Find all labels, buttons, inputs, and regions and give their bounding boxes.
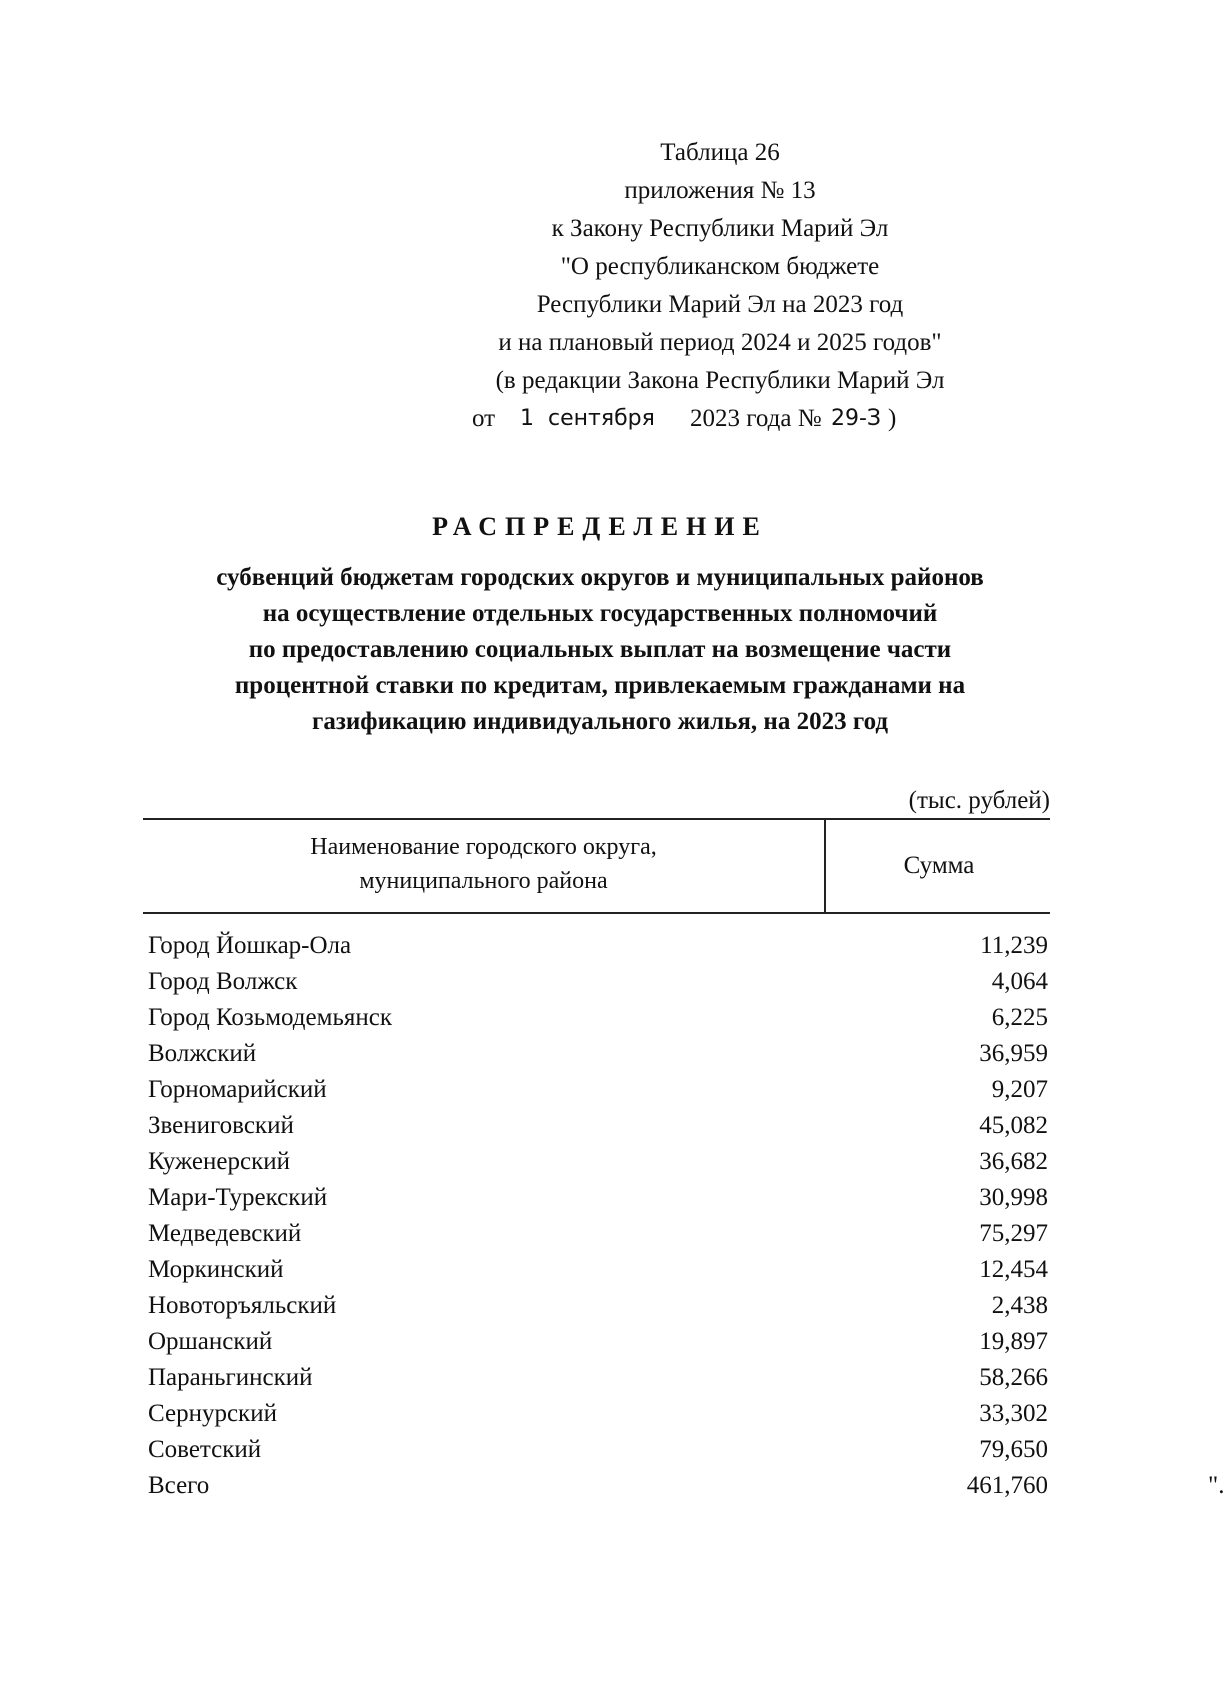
header-line: и на плановый период 2024 и 2025 годов" bbox=[498, 329, 942, 356]
decree-line bbox=[440, 400, 1000, 438]
subtitle-line: по предоставлению социальных выплат на возмещение части bbox=[248, 636, 952, 663]
row-name: Город Волжск bbox=[148, 968, 298, 995]
decree-prefix: от bbox=[472, 405, 496, 432]
decree-close: ) bbox=[888, 405, 897, 432]
header-line: к Закону Республики Марий Эл bbox=[551, 215, 889, 242]
row-name: Горномарийский bbox=[148, 1076, 327, 1103]
row-name: Медведевский bbox=[148, 1220, 302, 1247]
row-name: Город Йошкар-Ола bbox=[148, 932, 352, 959]
row-value: 4,064 bbox=[991, 968, 1048, 995]
row-name: Моркинский bbox=[148, 1256, 284, 1283]
subtitle-line: газификацию индивидуального жилья, на 2023 год bbox=[312, 708, 888, 735]
row-name: Оршанский bbox=[148, 1328, 273, 1355]
decree-day: 1 bbox=[520, 406, 534, 431]
table-row bbox=[148, 928, 1050, 964]
row-value: 2,438 bbox=[991, 1292, 1048, 1319]
document-title: РАСПРЕДЕЛЕНИЕ bbox=[432, 512, 768, 541]
table-row bbox=[148, 1036, 1050, 1072]
header-line: "О республиканском бюджете bbox=[560, 253, 880, 280]
column-header-name bbox=[143, 820, 826, 912]
header-line: Таблица 26 bbox=[660, 139, 780, 166]
decree-number: 29-З bbox=[831, 406, 882, 431]
total-label: Всего bbox=[148, 1472, 210, 1499]
decree-month: сентября bbox=[548, 406, 655, 431]
table-row bbox=[148, 1360, 1050, 1396]
row-name: Звениговский bbox=[148, 1112, 294, 1139]
subtitle-line: субвенций бюджетам городских округов и муниципальных районов bbox=[216, 564, 984, 591]
table-body bbox=[148, 928, 1224, 1504]
column-header-name-line: муниципального района bbox=[359, 868, 608, 894]
document-subtitle bbox=[140, 560, 1060, 740]
closing-quote: ". bbox=[1208, 1472, 1224, 1499]
row-name: Город Козьмодемьянск bbox=[148, 1004, 392, 1031]
table-row bbox=[148, 1072, 1050, 1108]
row-name: Новоторъяльский bbox=[148, 1292, 337, 1319]
table-row bbox=[148, 1216, 1050, 1252]
table-row bbox=[148, 1000, 1050, 1036]
row-name: Волжский bbox=[148, 1040, 257, 1067]
row-name: Советский bbox=[148, 1436, 262, 1463]
row-value: 45,082 bbox=[979, 1112, 1048, 1139]
subtitle-line: на осуществление отдельных государственных полномочий bbox=[262, 600, 938, 627]
table-row bbox=[148, 1144, 1050, 1180]
row-name: Куженерский bbox=[148, 1148, 290, 1175]
row-value: 12,454 bbox=[979, 1256, 1048, 1283]
appendix-header bbox=[440, 134, 1000, 438]
total-row bbox=[148, 1468, 1224, 1504]
row-value: 75,297 bbox=[979, 1220, 1048, 1247]
row-value: 9,207 bbox=[991, 1076, 1048, 1103]
header-line: Республики Марий Эл на 2023 год bbox=[536, 291, 904, 318]
header-line: приложения № 13 bbox=[624, 177, 816, 204]
table-header bbox=[143, 818, 1050, 914]
row-value: 19,897 bbox=[979, 1328, 1048, 1355]
row-value: 30,998 bbox=[979, 1184, 1048, 1211]
decree-year: 2023 года № bbox=[690, 405, 822, 432]
row-name: Мари-Турекский bbox=[148, 1184, 328, 1211]
row-value: 79,650 bbox=[979, 1436, 1048, 1463]
table-row bbox=[148, 1324, 1050, 1360]
header-line: (в редакции Закона Республики Марий Эл bbox=[495, 367, 945, 394]
row-value: 33,302 bbox=[979, 1400, 1048, 1427]
row-value: 36,682 bbox=[979, 1148, 1048, 1175]
table-row bbox=[148, 1396, 1050, 1432]
units-label: (тыс. рублей) bbox=[908, 787, 1050, 814]
table-row bbox=[148, 1252, 1050, 1288]
row-value: 6,225 bbox=[991, 1004, 1048, 1031]
column-header-name-line: Наименование городского округа, bbox=[310, 834, 657, 860]
table-row bbox=[148, 964, 1050, 1000]
total-value: 461,760 bbox=[966, 1472, 1048, 1499]
column-header-sum: Сумма bbox=[903, 852, 975, 879]
row-name: Параньгинский bbox=[148, 1364, 313, 1391]
row-value: 11,239 bbox=[980, 932, 1048, 959]
table-row bbox=[148, 1288, 1050, 1324]
table-row bbox=[148, 1180, 1050, 1216]
row-value: 58,266 bbox=[979, 1364, 1048, 1391]
row-name: Сернурский bbox=[148, 1400, 277, 1427]
table-row bbox=[148, 1108, 1050, 1144]
table-row bbox=[148, 1432, 1050, 1468]
subtitle-line: процентной ставки по кредитам, привлекаемым гражданами на bbox=[234, 672, 966, 699]
row-value: 36,959 bbox=[979, 1040, 1048, 1067]
